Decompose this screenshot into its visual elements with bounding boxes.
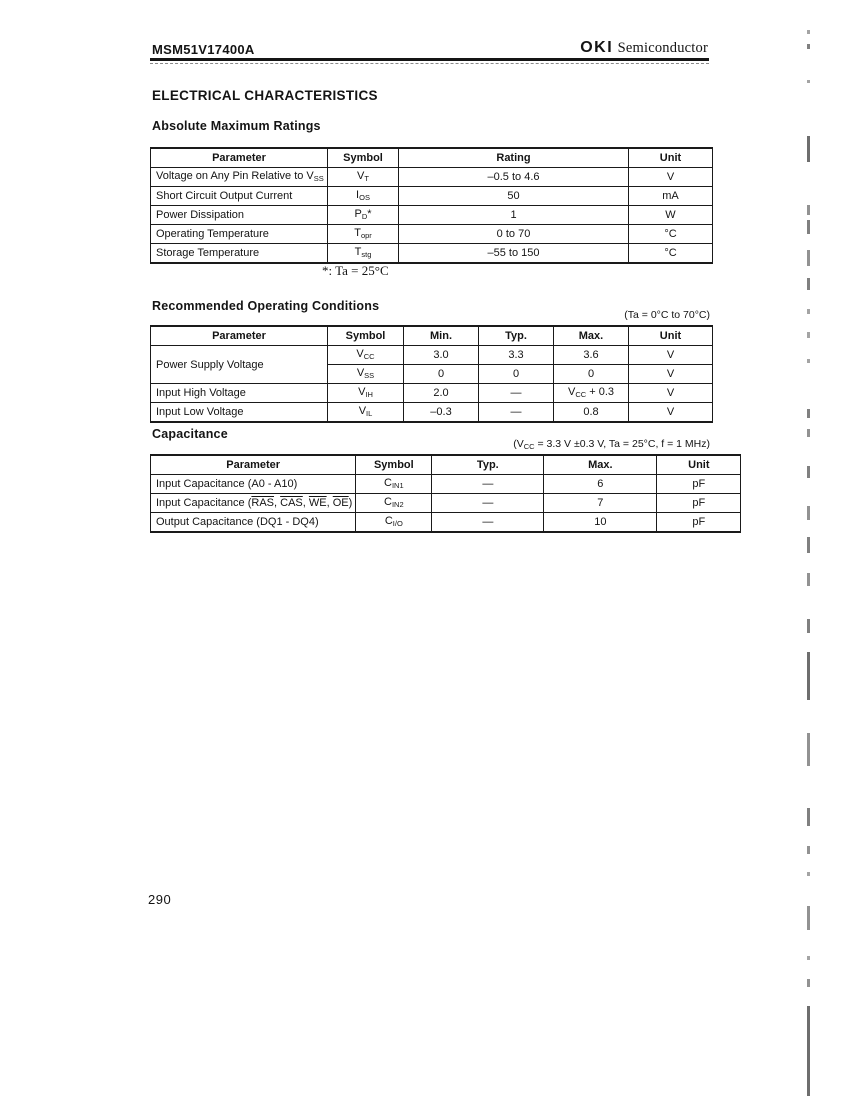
symbol-sub: CC [363, 351, 375, 361]
symbol-sub: D [361, 211, 368, 221]
condition-post: = 3.3 V ±0.3 V, Ta = 25°C, f = 1 MHz) [534, 438, 710, 450]
symbol-base: C [384, 476, 392, 489]
symbol-base: V [358, 385, 366, 398]
scan-artifact-mark [807, 619, 810, 633]
header-rule [150, 58, 709, 61]
parameter-cell [151, 494, 356, 513]
col-unit: Unit [629, 326, 713, 346]
parameter-cell: Power Dissipation [151, 206, 328, 225]
symbol-sub: OS [359, 192, 370, 202]
header-rule-artifact [150, 63, 709, 64]
scan-artifact-mark [807, 80, 810, 83]
rating-cell: –55 to 150 [399, 244, 629, 264]
unit-cell: pF [657, 494, 741, 513]
col-max: Max. [554, 326, 629, 346]
symbol-cell [328, 187, 399, 206]
symbol-sub: IH [365, 389, 373, 399]
symbol-sub: I/O [392, 518, 403, 528]
table-row [151, 403, 713, 423]
scan-artifact-mark [807, 846, 810, 854]
parameter-text: ) [348, 497, 353, 509]
typ-cell: 0 [479, 365, 554, 384]
symbol-base: C [384, 495, 392, 508]
symbol-cell [328, 206, 399, 225]
parameter-cell: Operating Temperature [151, 225, 328, 244]
symbol-sub: stg [361, 249, 372, 259]
col-parameter: Parameter [151, 326, 328, 346]
scan-artifact-mark [807, 278, 810, 290]
typ-cell: — [479, 403, 554, 423]
min-cell: 3.0 [404, 346, 479, 365]
scan-artifact-mark [807, 205, 810, 215]
scan-artifact-mark [807, 808, 810, 826]
unit-cell: V [629, 346, 713, 365]
symbol-base: V [356, 347, 364, 360]
symbol-base: I [356, 188, 360, 201]
abs-max-table [150, 147, 713, 264]
max-cell: 0.8 [554, 403, 629, 423]
signal-we: $\overline{WE}$ [308, 497, 327, 509]
parameter-cell: Input Capacitance (A0 - A10) [151, 475, 356, 494]
scan-artifact-mark [807, 429, 810, 437]
symbol-sub: IN2 [391, 499, 404, 509]
min-cell: 0 [404, 365, 479, 384]
page-number: 290 [148, 892, 172, 907]
symbol-cell [328, 244, 399, 264]
unit-cell: V [629, 168, 713, 187]
table-row [151, 225, 713, 244]
table-row [151, 475, 741, 494]
col-unit: Unit [629, 148, 713, 168]
col-symbol: Symbol [356, 455, 432, 475]
max-cell: 3.6 [554, 346, 629, 365]
rating-cell: 0 to 70 [399, 225, 629, 244]
symbol-cell [328, 225, 399, 244]
symbol-suffix: * [367, 207, 372, 220]
page-title: ELECTRICAL CHARACTERISTICS [152, 88, 378, 103]
max-rest: + 0.3 [586, 385, 614, 398]
min-cell: 2.0 [404, 384, 479, 403]
max-base: V [567, 385, 576, 398]
scan-artifact-mark [807, 309, 810, 314]
parameter-cell: Short Circuit Output Current [151, 187, 328, 206]
parameter-sub: SS [313, 173, 324, 183]
table-row [151, 513, 741, 533]
max-cell: 10 [544, 513, 657, 533]
capacitance-title: Capacitance [152, 427, 228, 441]
unit-cell: V [629, 384, 713, 403]
symbol-sub: opr [360, 230, 372, 240]
typ-cell: — [479, 384, 554, 403]
parameter-cell [151, 168, 328, 187]
unit-cell: pF [657, 513, 741, 533]
scan-artifact-mark [807, 30, 810, 34]
scan-artifact-mark [807, 409, 810, 418]
scan-artifact-mark [807, 979, 810, 987]
table-row [151, 168, 713, 187]
unit-cell: °C [629, 244, 713, 264]
symbol-cell [356, 475, 432, 494]
min-cell: –0.3 [404, 403, 479, 423]
capacitance-header-row [151, 455, 741, 475]
separator: , [274, 497, 281, 509]
col-min: Min. [404, 326, 479, 346]
table-row [151, 346, 713, 365]
typ-cell: 3.3 [479, 346, 554, 365]
symbol-base: P [354, 207, 362, 220]
symbol-base: V [356, 366, 365, 379]
symbol-sub: IL [366, 408, 373, 418]
table-row [151, 494, 741, 513]
parameter-text: Input Capacitance ( [156, 497, 252, 509]
oki-logo: OKI [580, 39, 614, 56]
symbol-cell [356, 513, 432, 533]
abs-max-title: Absolute Maximum Ratings [152, 119, 321, 133]
symbol-cell [328, 168, 399, 187]
rating-cell: –0.5 to 4.6 [399, 168, 629, 187]
capacitance-table [150, 454, 741, 533]
max-sub: CC [575, 389, 587, 399]
scan-artifact-mark [807, 359, 810, 363]
max-cell [554, 384, 629, 403]
scan-artifact-mark [807, 872, 810, 876]
typ-cell: — [432, 494, 544, 513]
brand-suffix: Semiconductor [617, 40, 708, 56]
abs-max-footnote: *: Ta = 25°C [322, 263, 389, 278]
unit-cell: mA [629, 187, 713, 206]
col-parameter: Parameter [151, 148, 328, 168]
symbol-cell [328, 365, 404, 384]
separator: , [302, 497, 309, 509]
parameter-text: Voltage on Any Pin Relative to V [156, 169, 314, 182]
unit-cell: V [629, 365, 713, 384]
abs-max-header-row [151, 148, 713, 168]
signal-oe: $\overline{OE}$ [332, 497, 349, 509]
col-parameter: Parameter [151, 455, 356, 475]
symbol-base: C [384, 514, 393, 527]
signal-cas: $\overline{CAS}$ [280, 497, 303, 509]
scan-artifact-mark [807, 1006, 810, 1096]
symbol-cell [328, 384, 404, 403]
separator: , [326, 497, 333, 509]
unit-cell: W [629, 206, 713, 225]
col-unit: Unit [657, 455, 741, 475]
parameter-cell: Power Supply Voltage [151, 346, 328, 384]
col-symbol: Symbol [328, 326, 404, 346]
max-cell: 6 [544, 475, 657, 494]
rating-cell: 50 [399, 187, 629, 206]
scan-artifact-mark [807, 220, 810, 234]
rec-op-title: Recommended Operating Conditions [152, 299, 380, 313]
unit-cell: V [629, 403, 713, 423]
symbol-base: V [358, 404, 367, 417]
brand [450, 39, 708, 57]
col-symbol: Symbol [328, 148, 399, 168]
symbol-cell [328, 346, 404, 365]
symbol-base: T [354, 245, 362, 258]
scan-artifact-mark [807, 733, 810, 766]
signal-ras: $\overline{RAS}$ [251, 497, 275, 509]
parameter-cell: Input Low Voltage [151, 403, 328, 423]
scan-artifact-mark [807, 537, 810, 553]
rec-op-table [150, 325, 713, 423]
scan-artifact-mark [807, 44, 810, 49]
parameter-cell: Storage Temperature [151, 244, 328, 264]
scan-artifact-mark [807, 332, 810, 338]
col-typ: Typ. [479, 326, 554, 346]
symbol-sub: T [364, 173, 369, 183]
table-row [151, 244, 713, 264]
scan-artifact-mark [807, 136, 810, 162]
table-row [151, 187, 713, 206]
condition-pre: (V [513, 438, 524, 450]
parameter-cell: Output Capacitance (DQ1 - DQ4) [151, 513, 356, 533]
rec-op-condition: (Ta = 0°C to 70°C) [624, 309, 710, 321]
symbol-base: V [357, 169, 365, 182]
max-cell: 7 [544, 494, 657, 513]
scan-artifact-mark [807, 652, 810, 700]
col-rating: Rating [399, 148, 629, 168]
scan-artifact-mark [807, 506, 810, 520]
col-typ: Typ. [432, 455, 544, 475]
col-max: Max. [544, 455, 657, 475]
scan-artifact-mark [807, 906, 810, 930]
parameter-cell: Input High Voltage [151, 384, 328, 403]
part-number: MSM51V17400A [152, 42, 255, 57]
table-row [151, 384, 713, 403]
condition-sub: CC [523, 442, 535, 451]
scan-artifact-mark [807, 250, 810, 266]
symbol-base: T [354, 226, 361, 239]
max-cell: 0 [554, 365, 629, 384]
scan-artifact-mark [807, 956, 810, 960]
table-row [151, 206, 713, 225]
symbol-cell [356, 494, 432, 513]
rating-cell: 1 [399, 206, 629, 225]
scan-artifact-mark [807, 573, 810, 586]
symbol-sub: IN1 [391, 480, 404, 490]
symbol-cell [328, 403, 404, 423]
capacitance-condition [448, 438, 710, 451]
unit-cell: pF [657, 475, 741, 494]
typ-cell: — [432, 475, 544, 494]
typ-cell: — [432, 513, 544, 533]
unit-cell: °C [629, 225, 713, 244]
symbol-sub: SS [364, 370, 375, 380]
rec-op-header-row [151, 326, 713, 346]
scan-artifact-mark [807, 466, 810, 478]
